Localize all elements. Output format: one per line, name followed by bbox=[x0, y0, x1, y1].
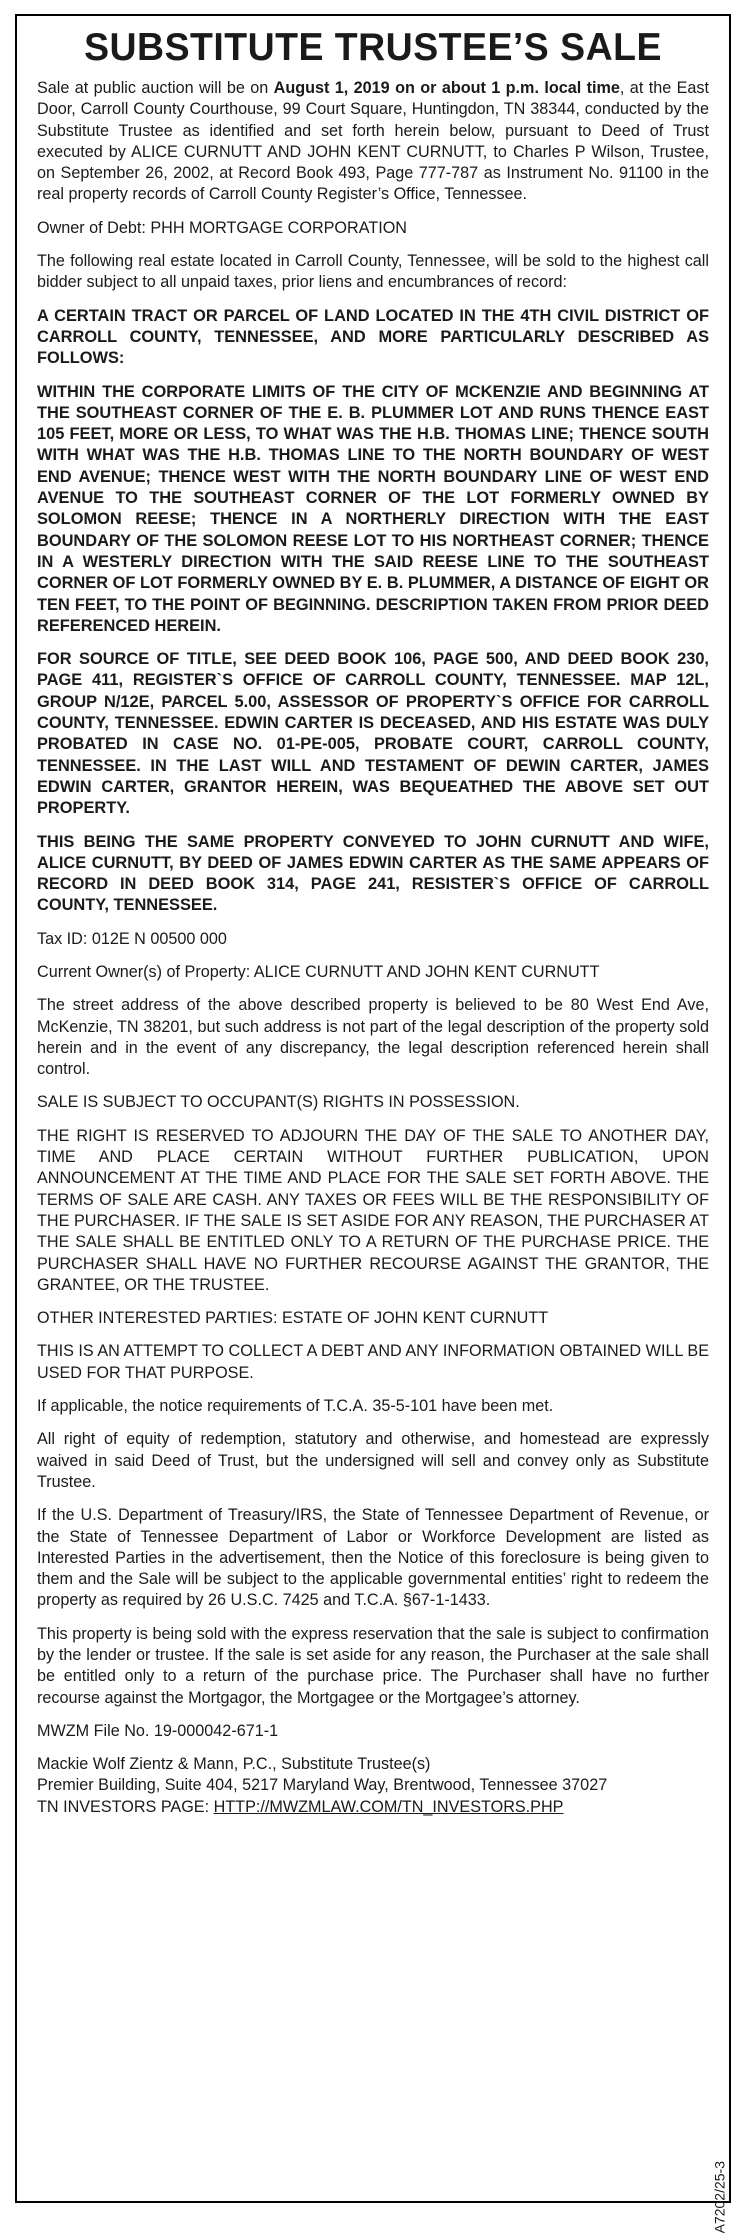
tax-id: Tax ID: 012E N 00500 000 bbox=[37, 929, 227, 948]
investors-line bbox=[37, 1797, 709, 1818]
street-address-paragraph: The street address of the above described property is believed to be 80 West End Ave, McKenzie, TN 38201, but such address is not part of the legal description of the property sold herein and in the event of any discrepancy, the legal description referenced herein shall control. bbox=[37, 996, 709, 1079]
occupants-paragraph: SALE IS SUBJECT TO OCCUPANT(S) RIGHTS IN POSSESSION. bbox=[37, 1093, 520, 1112]
trustee-firm-block bbox=[37, 1754, 709, 1818]
irs-paragraph: If the U.S. Department of Treasury/IRS, the State of Tennessee Department of Revenue, or the State of Tennessee Department of Labor or Workforce Development are listed as Interested Parties in the advertisement, then the Notice of this foreclosure is being given to them and the Sale will be subject to the applicable governmental entities’ right to redeem the property as required by 26 U.S.C. 7425 and T.C.A. §67-1-1433. bbox=[37, 1506, 709, 1610]
current-owners: Current Owner(s) of Property: ALICE CURNUTT AND JOHN KENT CURNUTT bbox=[37, 962, 600, 981]
debt-collection-notice: THIS IS AN ATTEMPT TO COLLECT A DEBT AND ANY INFORMATION OBTAINED WILL BE USED FOR THAT PURPOSE. bbox=[37, 1342, 709, 1382]
sale-details-text: , at the East Door, Carroll County Courthouse, 99 Court Square, Huntingdon, TN 38344, conducted by the Substitute Trustee as identified and set forth herein below, pursuant to Deed of Trust executed by ALICE CURNUTT AND JOHN KENT CURNUTT, to Charles P Wilson, Trustee, on September 26, 2002, at Record Book 493, Page 777-787 as Instrument No. 91100 in the real property records of Carroll County Register’s Office, Tennessee. bbox=[37, 79, 709, 204]
tca-paragraph: If applicable, the notice requirements of T.C.A. 35-5-101 have been met. bbox=[37, 1397, 554, 1416]
investors-link[interactable]: HTTP://MWZMLAW.COM/TN_INVESTORS.PHP bbox=[213, 1797, 564, 1816]
file-number: MWZM File No. 19-000042-671-1 bbox=[37, 1721, 279, 1740]
sale-intro-text: Sale at public auction will be on bbox=[37, 79, 274, 97]
owner-of-debt: Owner of Debt: PHH MORTGAGE CORPORATION bbox=[37, 218, 407, 237]
legal-description-2: WITHIN THE CORPORATE LIMITS OF THE CITY OF MCKENZIE AND BEGINNING AT THE SOUTHEAST CORNER OF THE E. B. PLUMMER LOT AND RUNS THENCE EAST 105 FEET, MORE OR LESS, TO WHAT WAS THE H.B. THOMAS LINE; THENCE SOUTH WITH WHAT WAS THE H.B. THOMAS LINE TO THE NORTH BOUNDARY OF WEST END AVENUE; THENCE WEST WITH THE NORTH BOUNDARY LINE OF WEST END AVENUE TO THE SOUTHEAST CORNER OF THE LOT FORMERLY OWNED BY SOLOMON REESE; THENCE IN A NORTHERLY DIRECTION WITH THE EAST BOUNDARY OF THE SOLOMON REESE LOT TO HIS NORTHEAST CORNER; THENCE IN A WESTERLY DIRECTION WITH THE SAID REESE LINE TO THE SOUTHEAST CORNER OF LOT FORMERLY OWNED BY E. B. PLUMMER, A DISTANCE OF EIGHT OR TEN FEET, TO THE POINT OF BEGINNING. DESCRIPTION TAKEN FROM PRIOR DEED REFERENCED HEREIN. bbox=[37, 382, 709, 635]
ad-code: A7202/25-3 bbox=[711, 2161, 727, 2233]
legal-description-3: FOR SOURCE OF TITLE, SEE DEED BOOK 106, PAGE 500, AND DEED BOOK 230, PAGE 411, REGISTER`S OFFICE OF CARROLL COUNTY, TENNESSEE. MAP 12L, GROUP N/12E, PARCEL 5.00, ASSESSOR OF PROPERTY`S OFFICE FOR CARROLL COUNTY, TENNESSEE. EDWIN CARTER IS DECEASED, AND HIS ESTATE WAS DULY PROBATED IN CASE NO. 01-PE-005, PROBATE COURT, CARROLL COUNTY, TENNESSEE. IN THE LAST WILL AND TESTAMENT OF DEWIN CARTER, JAMES EDWIN CARTER, GRANTOR HEREIN, WAS BEQUEATHED THE ABOVE SET OUT PROPERTY. bbox=[37, 650, 709, 818]
legal-description-4: THIS BEING THE SAME PROPERTY CONVEYED TO JOHN CURNUTT AND WIFE, ALICE CURNUTT, BY DEED OF JAMES EDWIN CARTER AS THE SAME APPEARS OF RECORD IN DEED BOOK 314, PAGE 241, RESISTER`S OFFICE OF CARROLL COUNTY, TENNESSEE. bbox=[37, 832, 709, 915]
notice-title: SUBSTITUTE TRUSTEE’S SALE bbox=[84, 26, 662, 69]
legal-description-1: A CERTAIN TRACT OR PARCEL OF LAND LOCATED IN THE 4TH CIVIL DISTRICT OF CARROLL COUNTY, TENNESSEE, AND MORE PARTICULARLY DESCRIBED AS FOLLOWS: bbox=[37, 306, 709, 368]
reservation-paragraph: This property is being sold with the express reservation that the sale is subject to confirmation by the lender or trustee. If the sale is set aside for any reason, the Purchaser at the sale shall be entitled only to a return of the purchase price. The Purchaser shall have no further recourse against the Mortgagor, the Mortgagee or the Mortgagee’s attorney. bbox=[37, 1624, 709, 1707]
sale-date: August 1, 2019 on or about 1 p.m. local time bbox=[273, 79, 620, 97]
sale-paragraph bbox=[37, 78, 709, 206]
legal-notice bbox=[15, 14, 731, 2233]
firm-address: Premier Building, Suite 404, 5217 Maryland Way, Brentwood, Tennessee 37027 bbox=[37, 1776, 608, 1795]
other-parties: OTHER INTERESTED PARTIES: ESTATE OF JOHN KENT CURNUTT bbox=[37, 1309, 549, 1328]
right-reserved-paragraph: THE RIGHT IS RESERVED TO ADJOURN THE DAY OF THE SALE TO ANOTHER DAY, TIME AND PLACE CERTAIN WITHOUT FURTHER PUBLICATION, UPON ANNOUNCEMENT AT THE TIME AND PLACE FOR THE SALE SET FORTH ABOVE. THE TERMS OF SALE ARE CASH. ANY TAXES OR FEES WILL BE THE RESPONSIBILITY OF THE PURCHASER. IF THE SALE IS SET ASIDE FOR ANY REASON, THE PURCHASER AT THE SALE SHALL BE ENTITLED ONLY TO A RETURN OF THE PURCHASE PRICE. THE PURCHASER SHALL HAVE NO FURTHER RECOURSE AGAINST THE GRANTOR, THE GRANTEE, OR THE TRUSTEE. bbox=[37, 1126, 709, 1294]
equity-paragraph: All right of equity of redemption, statutory and otherwise, and homestead are expressly waived in said Deed of Trust, but the undersigned will sell and convey only as Substitute Trustee. bbox=[37, 1430, 709, 1491]
investors-label: TN INVESTORS PAGE: bbox=[37, 1797, 214, 1816]
following-paragraph: The following real estate located in Carroll County, Tennessee, will be sold to the highest call bidder subject to all unpaid taxes, prior liens and encumbrances of record: bbox=[37, 252, 709, 292]
firm-name: Mackie Wolf Zientz & Mann, P.C., Substitute Trustee(s) bbox=[37, 1755, 431, 1774]
